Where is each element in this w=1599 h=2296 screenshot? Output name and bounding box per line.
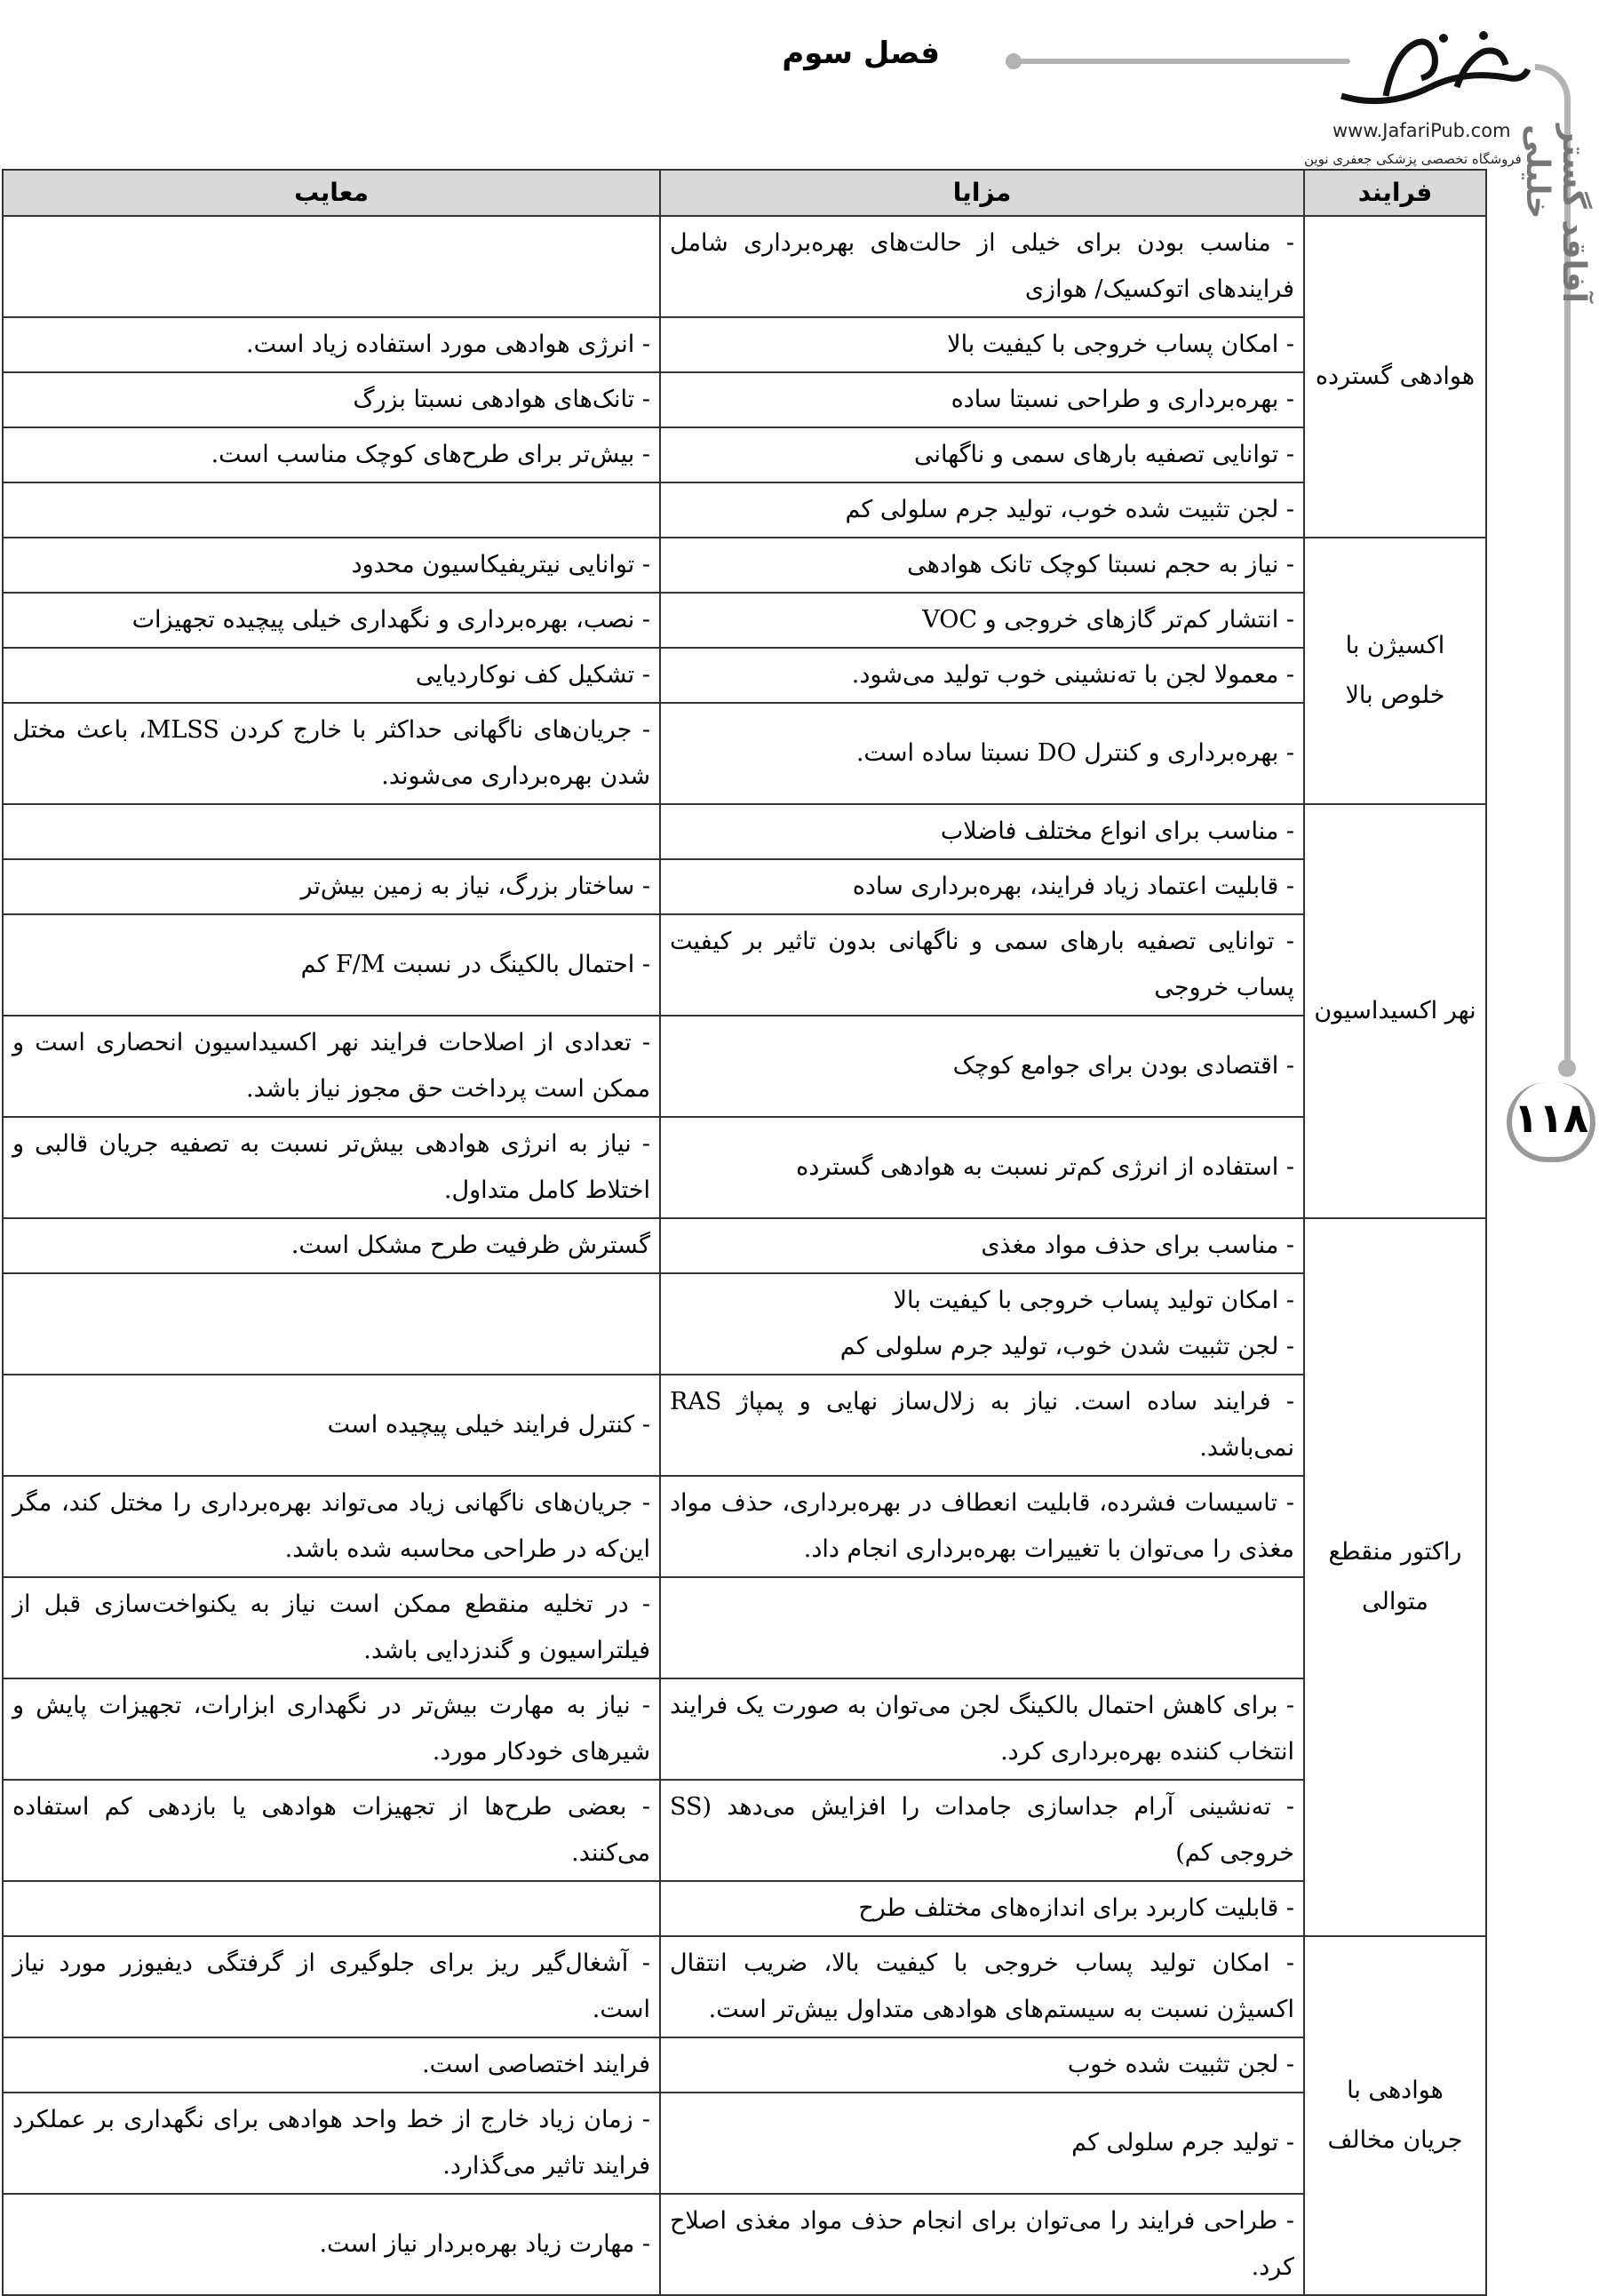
disadvantage-cell: - در تخلیه منقطع ممکن است نیاز به یکنواخت‌سازی قبل از فیلتراسیون و گندزدایی باشد.	[3, 1577, 660, 1678]
disadvantage-cell: - بعضی طرح‌ها از تجهیزات هوادهی یا بازدهی کم استفاده می‌کنند.	[3, 1780, 660, 1881]
disadvantage-cell: گسترش ظرفیت طرح مشکل است.	[3, 1218, 660, 1273]
advantage-cell: - بهره‌برداری و کنترل DO نسبتا ساده است.	[660, 703, 1304, 804]
advantage-cell: - استفاده از انرژی کم‌تر نسبت به هوادهی گسترده	[660, 1117, 1304, 1218]
publisher-name: فروشگاه تخصصی پزشکی جعفری نوین	[1304, 151, 1522, 167]
disadvantage-cell	[3, 1273, 660, 1375]
advantage-cell: - ته‌نشینی آرام جداسازی جامدات را افزایش می‌دهد (SS خروجی کم)	[660, 1780, 1304, 1881]
chapter-title: فصل سوم	[782, 36, 940, 71]
advantage-cell: - تاسیسات فشرده، قابلیت انعطاف در بهره‌برداری، حذف مواد مغذی را می‌توان با تغییرات بهره‌برداری انجام داد.	[660, 1476, 1304, 1577]
advantage-cell: - انتشار کم‌تر گازهای خروجی و VOC	[660, 593, 1304, 648]
table-row	[3, 1218, 1486, 1273]
table-row	[3, 1780, 1486, 1881]
table-row	[3, 1936, 1486, 2037]
table-row	[3, 593, 1486, 648]
advantage-cell: - تولید جرم سلولی کم	[660, 2093, 1304, 2194]
advantage-cell: - برای کاهش احتمال بالکینگ لجن می‌توان به صورت یک فرایند انتخاب کننده بهره‌برداری کرد.	[660, 1678, 1304, 1780]
disadvantage-cell: - زمان زیاد خارج از خط واحد هوادهی برای نگهداری بر عملکرد فرایند تاثیر می‌گذارد.	[3, 2093, 660, 2194]
table-row	[3, 1016, 1486, 1117]
advantage-cell: - بهره‌برداری و طراحی نسبتا ساده	[660, 372, 1304, 427]
table-row	[3, 1476, 1486, 1577]
table-header-row	[3, 170, 1486, 216]
site-url: www.JafariPub.com	[1332, 120, 1511, 141]
advantage-cell: - قابلیت اعتماد زیاد فرایند، بهره‌برداری ساده	[660, 859, 1304, 914]
disadvantage-cell: - احتمال بالکینگ در نسبت F/M کم	[3, 914, 660, 1016]
advantage-cell: - امکان تولید پساب خروجی با کیفیت بالا، ضریب انتقال اکسیژن نسبت به سیستم‌های هوادهی متداول بیش‌تر است.	[660, 1936, 1304, 2037]
disadvantage-cell: - بیش‌تر برای طرح‌های کوچک مناسب است.	[3, 427, 660, 482]
header-line	[1013, 59, 1350, 64]
disadvantage-cell: - ساختار بزرگ، نیاز به زمین بیش‌تر	[3, 859, 660, 914]
header-process: فرایند	[1304, 170, 1486, 216]
disadvantage-cell	[3, 482, 660, 538]
advantage-cell: - لجن تثبیت شده خوب	[660, 2037, 1304, 2093]
table-body	[3, 216, 1486, 2295]
disadvantage-cell: - انرژی هوادهی مورد استفاده زیاد است.	[3, 317, 660, 372]
advantage-cell: - امکان پساب خروجی با کیفیت بالا	[660, 317, 1304, 372]
process-cell: راکتور منقطع متوالی	[1304, 1218, 1486, 1936]
table-row	[3, 1881, 1486, 1936]
table-row	[3, 427, 1486, 482]
disadvantage-cell: - نصب، بهره‌برداری و نگهداری خیلی پیچیده تجهیزات	[3, 593, 660, 648]
table-row	[3, 804, 1486, 859]
table-row	[3, 703, 1486, 804]
header-advantages: مزایا	[660, 170, 1304, 216]
advantage-cell: - توانایی تصفیه بارهای سمی و ناگهانی بدون تاثیر بر کیفیت پساب خروجی	[660, 914, 1304, 1016]
advantage-cell	[660, 1577, 1304, 1678]
disadvantage-cell	[3, 804, 660, 859]
table-row	[3, 372, 1486, 427]
table-row	[3, 216, 1486, 317]
advantage-cell: - اقتصادی بودن برای جوامع کوچک	[660, 1016, 1304, 1117]
advantage-cell: - طراحی فرایند را می‌توان برای انجام حذف مواد مغذی اصلاح کرد.	[660, 2194, 1304, 2295]
advantage-cell: - مناسب برای انواع مختلف فاضلاب	[660, 804, 1304, 859]
table-row	[3, 482, 1486, 538]
disadvantage-cell: - نیاز به مهارت بیش‌تر در نگهداری ابزارات، تجهیزات پایش و شیرهای خودکار مورد.	[3, 1678, 660, 1780]
process-cell: هوادهی گسترده	[1304, 216, 1486, 538]
table-row	[3, 2093, 1486, 2194]
process-cell: نهر اکسیداسیون	[1304, 804, 1486, 1218]
disadvantage-cell: - جریان‌های ناگهانی حداکثر با خارج کردن MLSS، باعث مختل شدن بهره‌برداری می‌شوند.	[3, 703, 660, 804]
process-cell: هوادهی با جریان مخالف	[1304, 1936, 1486, 2295]
side-title: آفاقد گستر خلیلی	[1519, 124, 1592, 303]
disadvantage-cell	[3, 216, 660, 317]
table-row	[3, 317, 1486, 372]
table-row	[3, 648, 1486, 703]
table-row	[3, 914, 1486, 1016]
advantage-cell: - فرایند ساده است. نیاز به زلال‌ساز نهایی و پمپاژ RAS نمی‌باشد.	[660, 1375, 1304, 1476]
table-row	[3, 2194, 1486, 2295]
advantage-cell: - قابلیت کاربرد برای اندازه‌های مختلف طرح	[660, 1881, 1304, 1936]
table-row	[3, 1375, 1486, 1476]
disadvantage-cell	[3, 1881, 660, 1936]
advantage-cell: - توانایی تصفیه بارهای سمی و ناگهانی	[660, 427, 1304, 482]
advantage-cell: - لجن تثبیت شده خوب، تولید جرم سلولی کم	[660, 482, 1304, 538]
table-row	[3, 1577, 1486, 1678]
advantage-cell: - امکان تولید پساب خروجی با کیفیت بالا - لجن تثبیت شدن خوب، تولید جرم سلولی کم	[660, 1273, 1304, 1375]
table-row	[3, 1678, 1486, 1780]
publisher-logo	[1332, 25, 1537, 127]
table-row	[3, 1117, 1486, 1218]
table-row	[3, 538, 1486, 593]
comparison-table	[2, 169, 1487, 2296]
advantage-cell: - نیاز به حجم نسبتا کوچک تانک هوادهی	[660, 538, 1304, 593]
disadvantage-cell: - آشغال‌گیر ریز برای جلوگیری از گرفتگی دیفیوزر مورد نیاز است.	[3, 1936, 660, 2037]
advantage-cell: - مناسب بودن برای خیلی از حالت‌های بهره‌برداری شامل فرایندهای اتوکسیک/ هوازی	[660, 216, 1304, 317]
table-row	[3, 859, 1486, 914]
table-row	[3, 1273, 1486, 1375]
table-row	[3, 2037, 1486, 2093]
disadvantage-cell: - تشکیل کف نوکاردیایی	[3, 648, 660, 703]
advantage-cell: - معمولا لجن با ته‌نشینی خوب تولید می‌شود.	[660, 648, 1304, 703]
advantage-cell: - مناسب برای حذف مواد مغذی	[660, 1218, 1304, 1273]
header-disadvantages: معایب	[3, 170, 660, 216]
disadvantage-cell: - توانایی نیتریفیکاسیون محدود	[3, 538, 660, 593]
disadvantage-cell: فرایند اختصاصی است.	[3, 2037, 660, 2093]
disadvantage-cell: - جریان‌های ناگهانی زیاد می‌تواند بهره‌برداری را مختل کند، مگر این‌که در طراحی محاسبه شده باشد.	[3, 1476, 660, 1577]
disadvantage-cell: - کنترل فرایند خیلی پیچیده است	[3, 1375, 660, 1476]
process-cell: اکسیژن با خلوص بالا	[1304, 538, 1486, 804]
page-number: ۱۱۸	[1507, 1082, 1595, 1162]
disadvantage-cell: - تعدادی از اصلاحات فرایند نهر اکسیداسیون انحصاری است و ممکن است پرداخت حق مجوز نیاز باشد.	[3, 1016, 660, 1117]
disadvantage-cell: - تانک‌های هوادهی نسبتا بزرگ	[3, 372, 660, 427]
disadvantage-cell: - مهارت زیاد بهره‌بردار نیاز است.	[3, 2194, 660, 2295]
disadvantage-cell: - نیاز به انرژی هوادهی بیش‌تر نسبت به تصفیه جریان قالبی و اختلاط کامل متداول.	[3, 1117, 660, 1218]
